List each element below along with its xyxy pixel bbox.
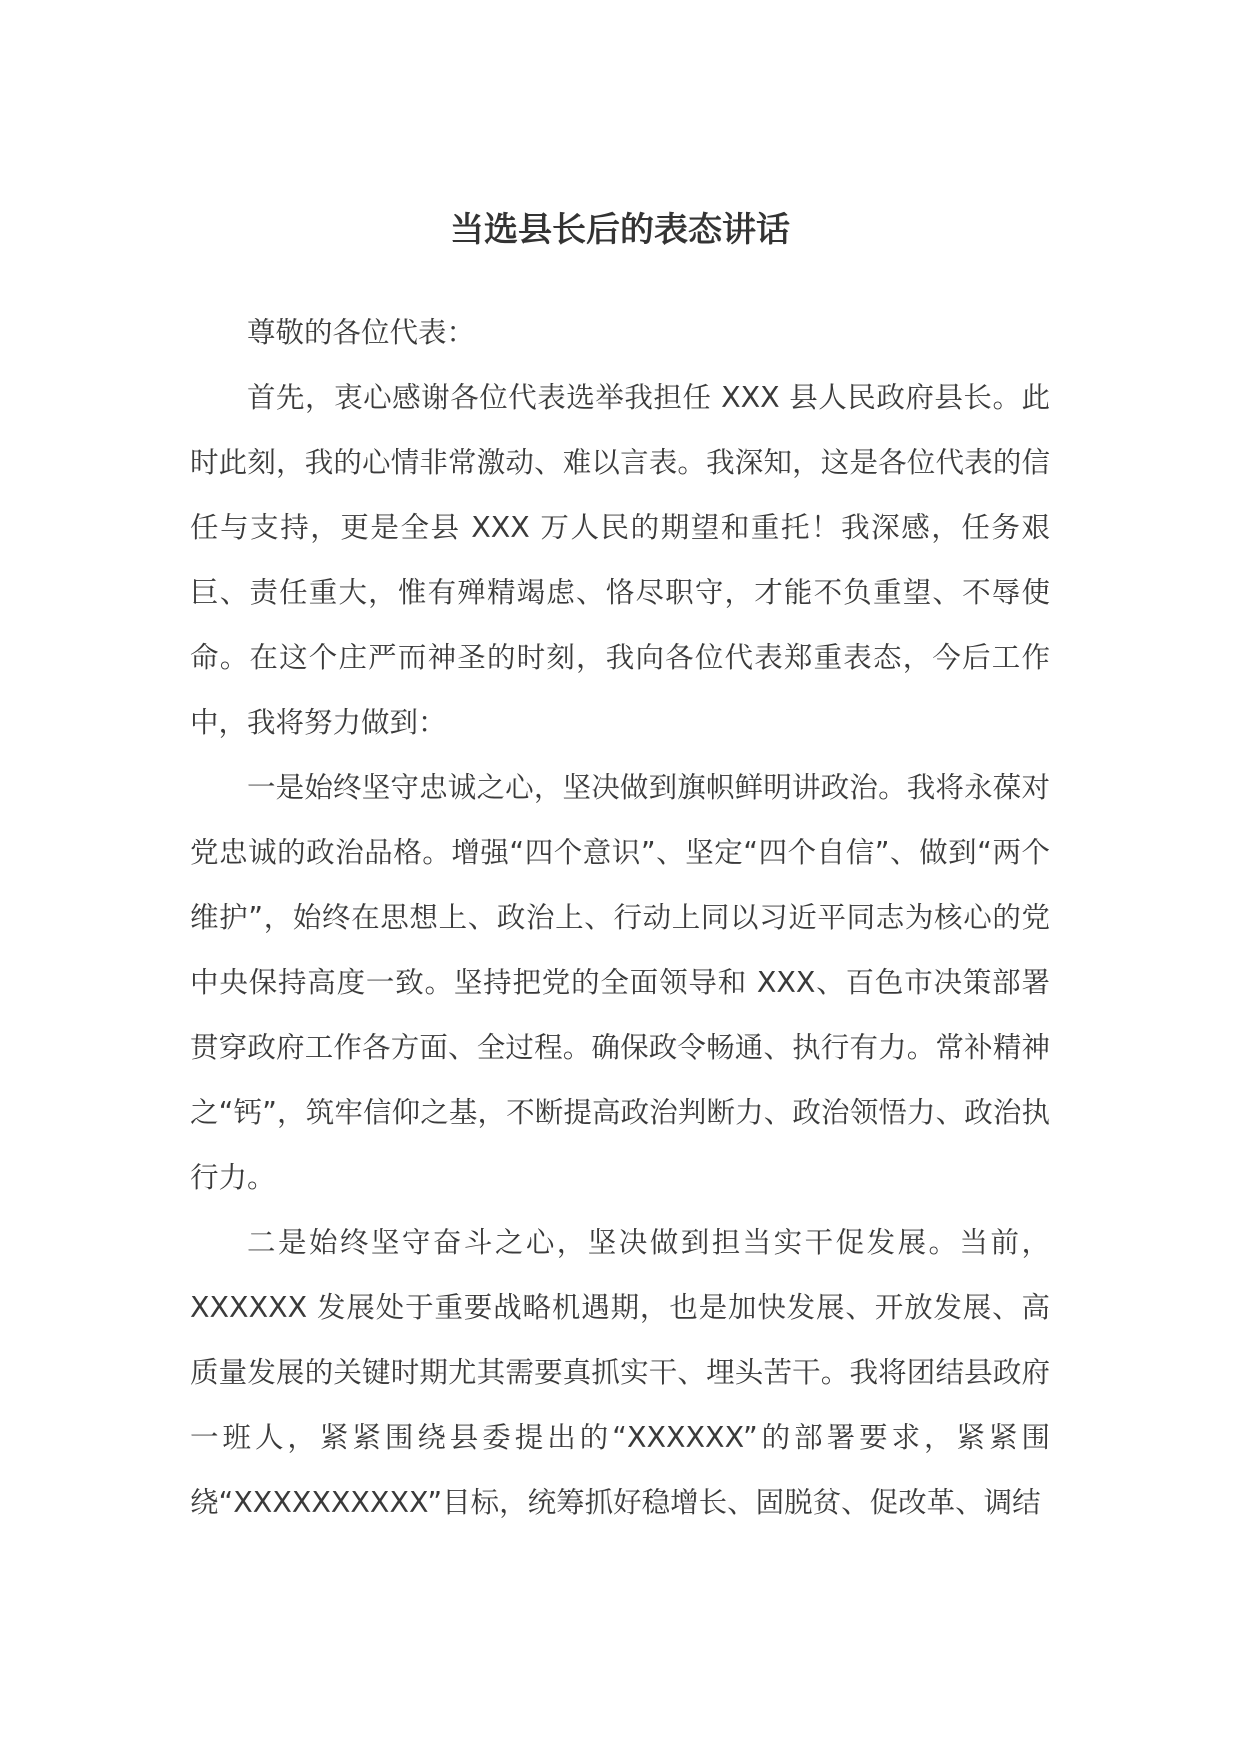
paragraph-point-two: 二是始终坚守奋斗之心，坚决做到担当实干促发展。当前，XXXXXX 发展处于重要战略机遇期，也是加快发展、开放发展、高质量发展的关键时期尤其需要真抓实干、埋头苦干。我将团结县政府一班人，紧紧围绕县委提出的“XXXXXX”的部署要求，紧紧围绕“XXXXXXXXXX”目标，统筹抓好稳增长、固脱贫、促改革、调结 — [190, 1226, 1050, 1519]
document-body — [190, 300, 1050, 1535]
document-title: 当选县长后的表态讲话 — [450, 210, 790, 250]
paragraph-opening: 首先，衷心感谢各位代表选举我担任 XXX 县人民政府县长。此时此刻，我的心情非常激动、难以言表。我深知，这是各位代表的信任与支持，更是全县 XXX 万人民的期望和重托！我深感，任务艰巨、责任重大，惟有殚精竭虑、恪尽职守，才能不负重望、不辱使命。在这个庄严而神圣的时刻，我向各位代表郑重表态，今后工作中，我将努力做到： — [190, 381, 1050, 739]
salutation: 尊敬的各位代表： — [247, 316, 476, 349]
paragraph-point-one: 一是始终坚守忠诚之心，坚决做到旗帜鲜明讲政治。我将永葆对党忠诚的政治品格。增强“四个意识”、坚定“四个自信”、做到“两个维护”，始终在思想上、政治上、行动上同以习近平同志为核心的党中央保持高度一致。坚持把党的全面领导和 XXX、百色市决策部署贯穿政府工作各方面、全过程。确保政令畅通、执行有力。常补精神之“钙”，筑牢信仰之基，不断提高政治判断力、政治领悟力、政治执行力。 — [190, 771, 1050, 1194]
